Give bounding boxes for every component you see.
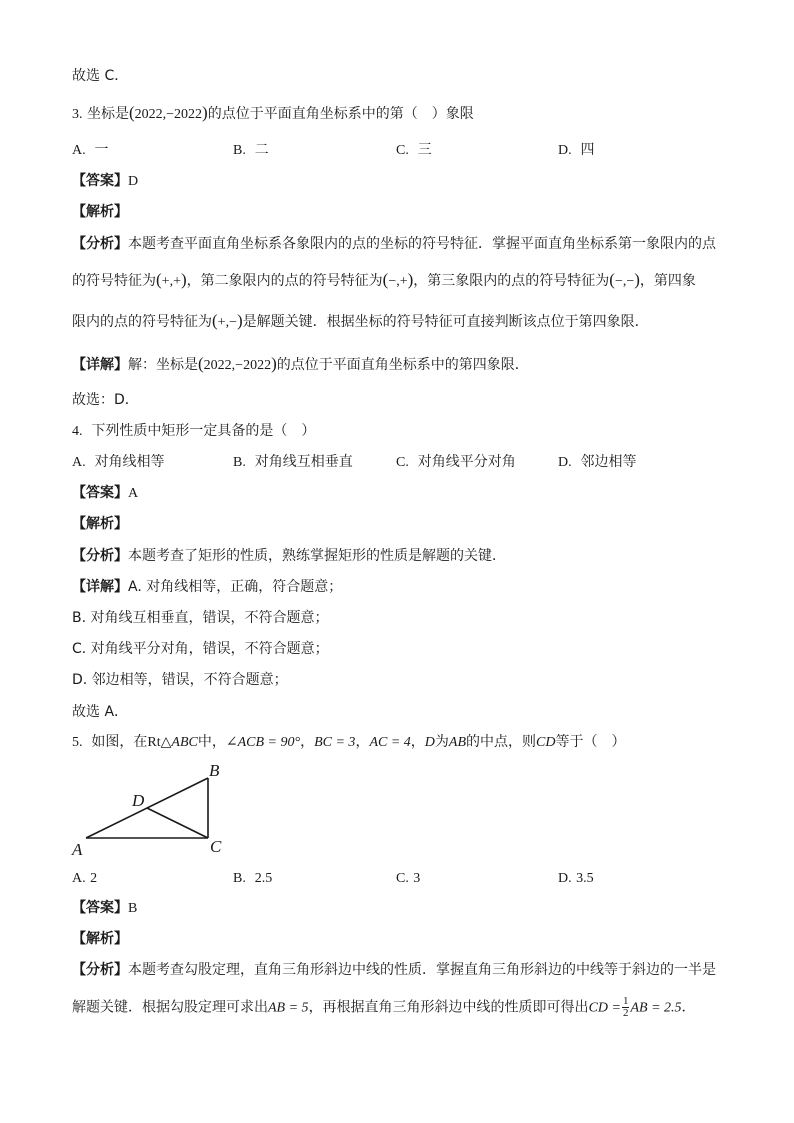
q3-analysis-heading: 【解析】 bbox=[72, 204, 128, 220]
q3-option-b: B. 二 bbox=[233, 142, 269, 158]
label-d: D bbox=[132, 791, 145, 810]
q5-answer: 【答案】B bbox=[72, 900, 138, 916]
q3-fenxi-line-2: 的符号特征为(+,+)，第二象限内的点的符号特征为(−,+)，第三象限内的点的符号特征为(−,−)，第四象 bbox=[72, 270, 696, 289]
q3-fenxi-line-3: 限内的点的符号特征为(+,−)是解题关键．根据坐标的符号特征可直接判断该点位于第四象限． bbox=[72, 311, 649, 330]
q5-analysis-heading: 【解析】 bbox=[72, 931, 128, 947]
q3-option-a: A. 一 bbox=[72, 142, 109, 158]
q4-option-c: C. 对角线平分对角 bbox=[396, 454, 516, 470]
q5-option-d: D. 3.5 bbox=[558, 871, 594, 886]
q5-fenxi-line-2: 解题关键．根据勾股定理可求出AB = 5，再根据直角三角形斜边中线的性质即可得出CD = $\frac{1}{2}$ AB = 2.5． bbox=[72, 995, 696, 1019]
q4-option-b: B. 对角线互相垂直 bbox=[233, 454, 353, 470]
question-5-stem: 5. 如图，在Rt△ABC中，∠ACB = 90°，BC = 3，AC = 4，D为AB的中点，则CD等于（ ） bbox=[72, 734, 626, 750]
q4-analysis-heading: 【解析】 bbox=[72, 516, 128, 532]
q3-option-c: C. 三 bbox=[396, 142, 432, 158]
previous-conclusion: 故选 C． bbox=[72, 68, 129, 84]
q5-fenxi-line-1: 【分析】本题考查勾股定理，直角三角形斜边中线的性质．掌握直角三角形斜边的中线等于斜边的一半是 bbox=[72, 962, 716, 978]
q4-option-d: D. 邻边相等 bbox=[558, 454, 637, 470]
q4-option-a: A. 对角线相等 bbox=[72, 454, 165, 470]
q3-xiangjie: 【详解】解：坐标是(2022,−2022)的点位于平面直角坐标系中的第四象限． bbox=[72, 354, 529, 373]
q4-fenxi: 【分析】本题考查了矩形的性质，熟练掌握矩形的性质是解题的关键． bbox=[72, 548, 506, 564]
q4-xiangjie-a: 【详解】A. 对角线相等，正确，符合题意； bbox=[72, 579, 343, 595]
q4-xiangjie-d: D. 邻边相等，错误，不符合题意； bbox=[72, 672, 288, 688]
label-c: C bbox=[210, 837, 222, 856]
q4-conclusion: 故选 A． bbox=[72, 704, 129, 720]
q5-option-a: A. 2 bbox=[72, 871, 98, 886]
q3-conclusion: 故选：D． bbox=[72, 392, 139, 408]
question-4-stem: 4. 下列性质中矩形一定具备的是（ ） bbox=[72, 423, 316, 439]
q3-fenxi-line-1: 【分析】本题考查平面直角坐标系各象限内的点的坐标的符号特征．掌握平面直角坐标系第一象限内的点 bbox=[72, 236, 716, 252]
label-a: A bbox=[72, 840, 83, 859]
q3-answer: 【答案】D bbox=[72, 173, 139, 189]
q4-xiangjie-c: C. 对角线平分对角，错误，不符合题意； bbox=[72, 641, 329, 657]
q5-option-c: C. 3 bbox=[396, 871, 421, 886]
q3-coordinate: 2022,−2022 bbox=[134, 107, 203, 122]
question-3-stem: 3. 坐标是(2022,−2022)的点位于平面直角坐标系中的第（ ）象限 bbox=[72, 103, 474, 122]
label-b: B bbox=[209, 761, 220, 780]
segment-cd bbox=[147, 808, 208, 838]
q3-option-d: D. 四 bbox=[558, 142, 595, 158]
q4-xiangjie-b: B. 对角线互相垂直，错误，不符合题意； bbox=[72, 610, 329, 626]
fraction-one-half: $\frac{1}{2}$ bbox=[622, 995, 629, 1019]
q5-option-b: B. 2.5 bbox=[233, 871, 273, 886]
q4-answer: 【答案】A bbox=[72, 485, 139, 501]
